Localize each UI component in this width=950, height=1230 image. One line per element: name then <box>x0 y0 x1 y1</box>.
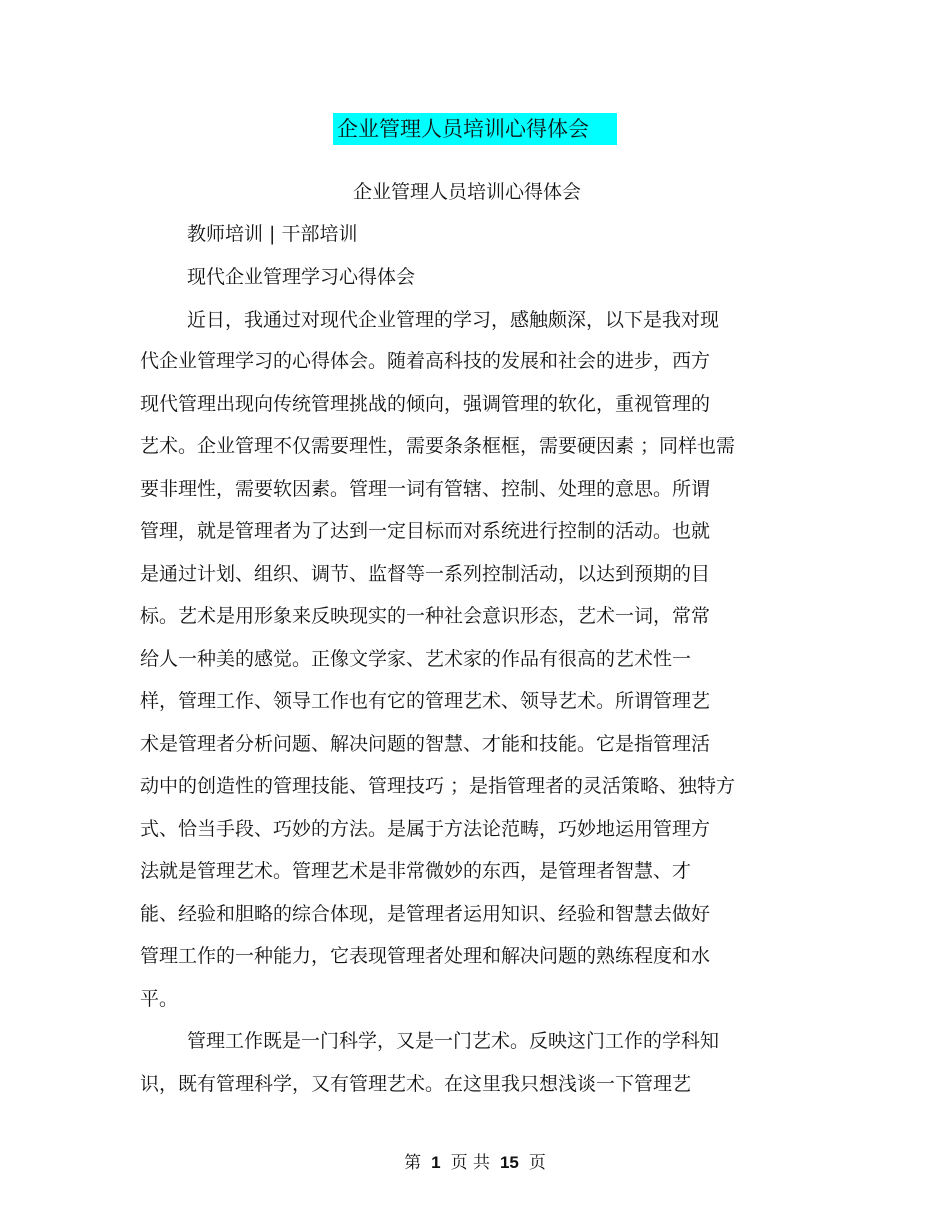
footer-suffix: 页 <box>528 1153 546 1173</box>
footer-page-number: 1 <box>431 1153 441 1172</box>
paragraph1-line: 能、经验和胆略的综合体现，是管理者运用知识、经验和智慧去做好 <box>140 903 711 925</box>
paragraph1-line: 给人一种美的感觉。正像文学家、艺术家的作品有很高的艺术性一 <box>140 648 692 670</box>
paragraph1-line: 标。艺术是用形象来反映现实的一种社会意识形态，艺术一词，常常 <box>140 605 711 627</box>
paragraph1-line: 艺术。企业管理不仅需要理性，需要条条框框，需要硬因素 ；同样也需 <box>140 435 736 457</box>
section-heading: 现代企业管理学习心得体会 <box>187 266 416 288</box>
footer-prefix: 第 <box>404 1153 422 1173</box>
footer-middle: 页 共 <box>450 1153 490 1173</box>
paragraph1-line: 动中的创造性的管理技能、管理技巧 ；是指管理者的灵活策略、独特方 <box>140 775 736 797</box>
paragraph1-line: 管理工作的一种能力，它表现管理者处理和解决问题的熟练程度和水 <box>140 945 711 967</box>
paragraph1-line: 术是管理者分析问题、解决问题的智慧、才能和技能。它是指管理活 <box>140 733 711 755</box>
paragraph1-line: 是通过计划、组织、调节、监督等一系列控制活动，以达到预期的目 <box>140 563 711 585</box>
paragraph1-line: 要非理性，需要软因素。管理一词有管辖、控制、处理的意思。所谓 <box>140 478 711 500</box>
paragraph1-line: 法就是管理艺术。管理艺术是非常微妙的东西，是管理者智慧、才 <box>140 860 692 882</box>
category-line: 教师培训 | 干部培训 <box>187 223 358 245</box>
paragraph2-line: 识，既有管理科学，又有管理艺术。在这里我只想浅谈一下管理艺 <box>140 1073 692 1095</box>
document-title: 企业管理人员培训心得体会 <box>333 113 617 145</box>
paragraph1-line: 管理，就是管理者为了达到一定目标而对系统进行控制的活动。也就 <box>140 520 711 542</box>
paragraph1-line: 式、恰当手段、巧妙的方法。是属于方法论范畴，巧妙地运用管理方 <box>140 818 711 840</box>
footer-total-pages: 15 <box>499 1153 519 1172</box>
paragraph2-line: 管理工作既是一门科学，又是一门艺术。反映这门工作的学科知 <box>187 1030 720 1052</box>
paragraph1-line: 现代管理出现向传统管理挑战的倾向，强调管理的软化，重视管理的 <box>140 393 711 415</box>
paragraph1-line: 近日，我通过对现代企业管理的学习，感触颇深，以下是我对现 <box>187 309 720 331</box>
title-block <box>0 113 950 145</box>
paragraph1-line: 样，管理工作、领导工作也有它的管理艺术、领导艺术。所谓管理艺 <box>140 690 711 712</box>
paragraph1-line: 代企业管理学习的心得体会。随着高科技的发展和社会的进步，西方 <box>140 350 711 372</box>
paragraph1-line: 平。 <box>140 988 179 1010</box>
document-subtitle: 企业管理人员培训心得体会 <box>352 181 581 203</box>
page-footer <box>0 1150 950 1176</box>
